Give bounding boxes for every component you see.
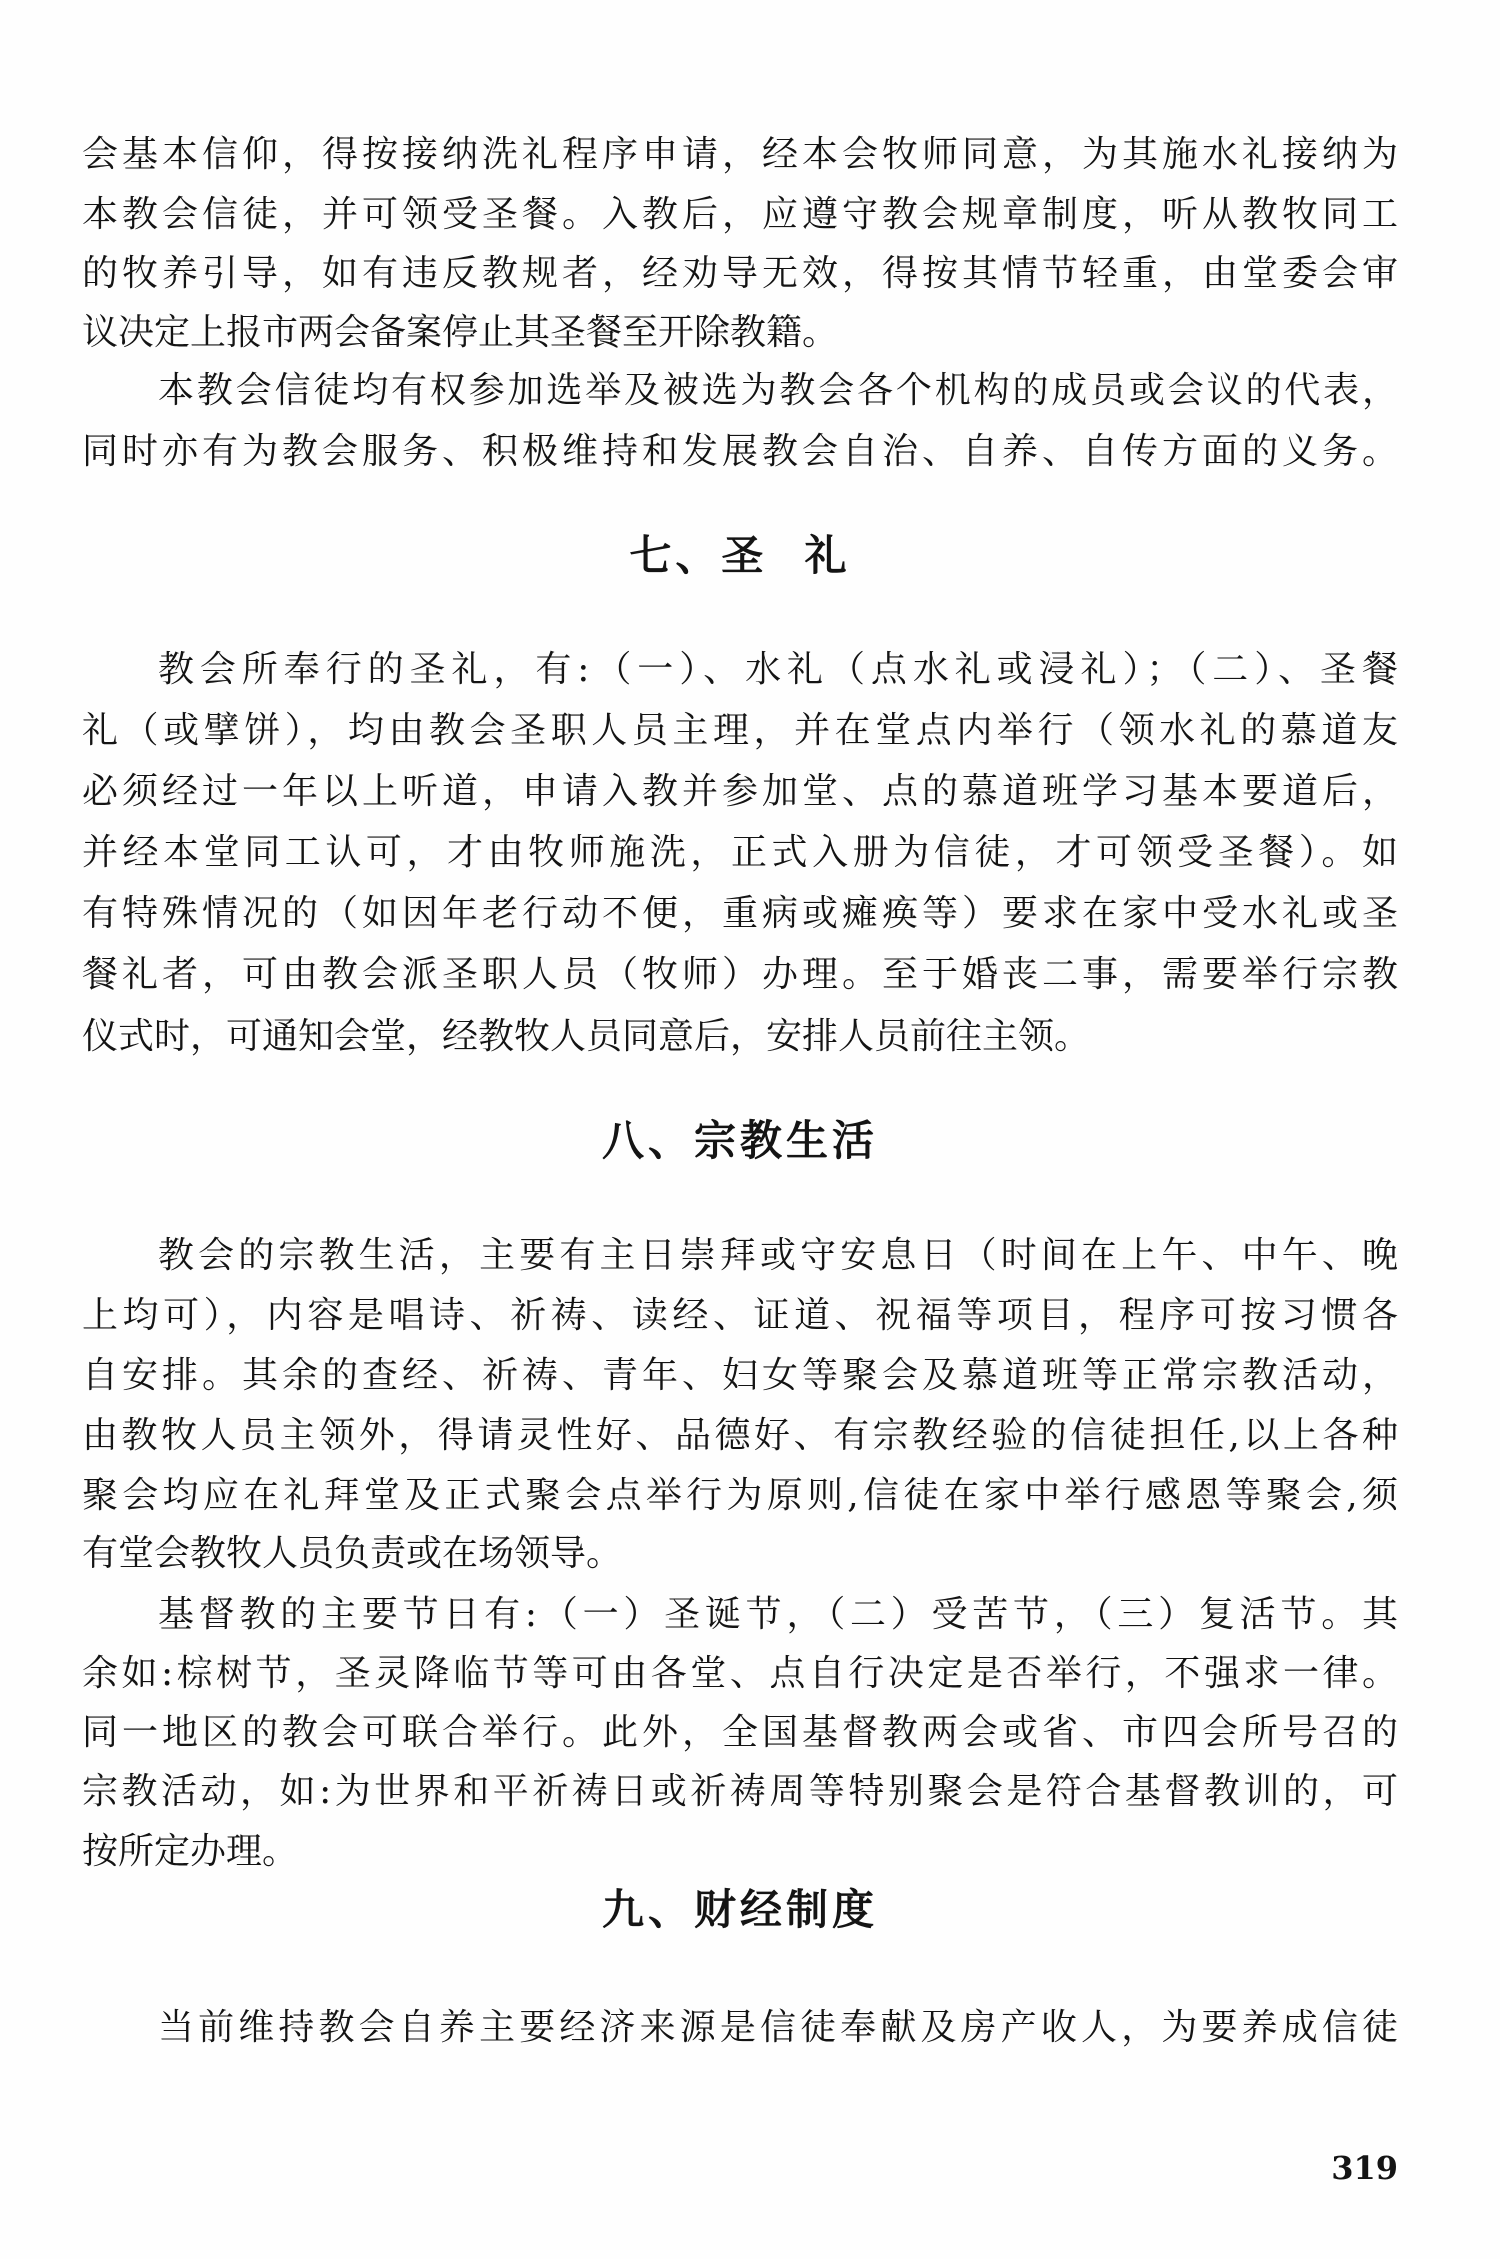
paragraph-2-line-2: 同时亦有为教会服务、积极维持和发展教会自治、自养、自传方面的义务。 bbox=[82, 431, 1398, 472]
paragraph-2-line-1: 本教会信徒均有权参加选举及被选为教会各个机构的成员或会议的代表， bbox=[158, 370, 1398, 411]
paragraph-6-line-1: 当前维持教会自养主要经济来源是信徒奉献及房产收人，为要养成信徒 bbox=[158, 2007, 1398, 2048]
paragraph-4-line-3: 自安排。其余的查经、祈祷、青年、妇女等聚会及慕道班等正常宗教活动， bbox=[82, 1355, 1398, 1396]
paragraph-3-line-7: 仪式时，可通知会堂，经教牧人员同意后，安排人员前往主领。 bbox=[82, 1016, 1091, 1057]
paragraph-5-line-5: 按所定办理。 bbox=[82, 1831, 299, 1872]
paragraph-5-line-2: 余如:棕树节，圣灵降临节等可由各堂、点自行决定是否举行，不强求一律。 bbox=[82, 1653, 1398, 1694]
paragraph-4-line-6: 有堂会教牧人员负责或在场领导。 bbox=[82, 1533, 623, 1574]
paragraph-3-line-2: 礼（或擘饼），均由教会圣职人员主理，并在堂点内举行（领水礼的慕道友 bbox=[82, 710, 1398, 751]
section-heading-sacraments: 七、圣 礼 bbox=[629, 531, 851, 580]
paragraph-4-line-5: 聚会均应在礼拜堂及正式聚会点举行为原则,信徒在家中举行感恩等聚会,须 bbox=[82, 1475, 1398, 1516]
paragraph-1-line-4: 议决定上报市两会备案停止其圣餐至开除教籍。 bbox=[82, 312, 839, 353]
page-number: 319 bbox=[1331, 2149, 1398, 2187]
paragraph-3-line-5: 有特殊情况的（如因年老行动不便，重病或瘫痪等）要求在家中受水礼或圣 bbox=[82, 893, 1398, 934]
paragraph-5-line-4: 宗教活动，如:为世界和平祈祷日或祈祷周等特别聚会是符合基督教训的，可 bbox=[82, 1771, 1398, 1812]
paragraph-5-line-1: 基督教的主要节日有:（一）圣诞节，（二）受苦节，（三）复活节。其 bbox=[158, 1594, 1398, 1635]
section-heading-religious-life: 八、宗教生活 bbox=[601, 1116, 878, 1165]
paragraph-1-line-3: 的牧养引导，如有违反教规者，经劝导无效，得按其情节轻重，由堂委会审 bbox=[82, 253, 1398, 294]
paragraph-3-line-3: 必须经过一年以上听道，申请入教并参加堂、点的慕道班学习基本要道后， bbox=[82, 771, 1398, 812]
paragraph-5-line-3: 同一地区的教会可联合举行。此外，全国基督教两会或省、市四会所号召的 bbox=[82, 1712, 1398, 1753]
paragraph-3-line-4: 并经本堂同工认可，才由牧师施洗，正式入册为信徒，才可领受圣餐）。如 bbox=[82, 832, 1398, 873]
paragraph-1-line-2: 本教会信徒，并可领受圣餐。入教后，应遵守教会规章制度，听从教牧同工 bbox=[82, 194, 1398, 235]
paragraph-4-line-1: 教会的宗教生活，主要有主日崇拜或守安息日（时间在上午、中午、晚 bbox=[158, 1235, 1398, 1276]
paragraph-3-line-1: 教会所奉行的圣礼，有:（一）、水礼（点水礼或浸礼）；（二）、圣餐 bbox=[158, 649, 1398, 690]
section-heading-finance: 九、财经制度 bbox=[601, 1885, 878, 1934]
paragraph-1-line-1: 会基本信仰，得按接纳洗礼程序申请，经本会牧师同意，为其施水礼接纳为 bbox=[82, 134, 1398, 175]
paragraph-4-line-4: 由教牧人员主领外，得请灵性好、品德好、有宗教经验的信徒担任,以上各种 bbox=[82, 1415, 1398, 1456]
paragraph-4-line-2: 上均可），内容是唱诗、祈祷、读经、证道、祝福等项目，程序可按习惯各 bbox=[82, 1295, 1398, 1336]
paragraph-3-line-6: 餐礼者，可由教会派圣职人员（牧师）办理。至于婚丧二事，需要举行宗教 bbox=[82, 954, 1398, 995]
